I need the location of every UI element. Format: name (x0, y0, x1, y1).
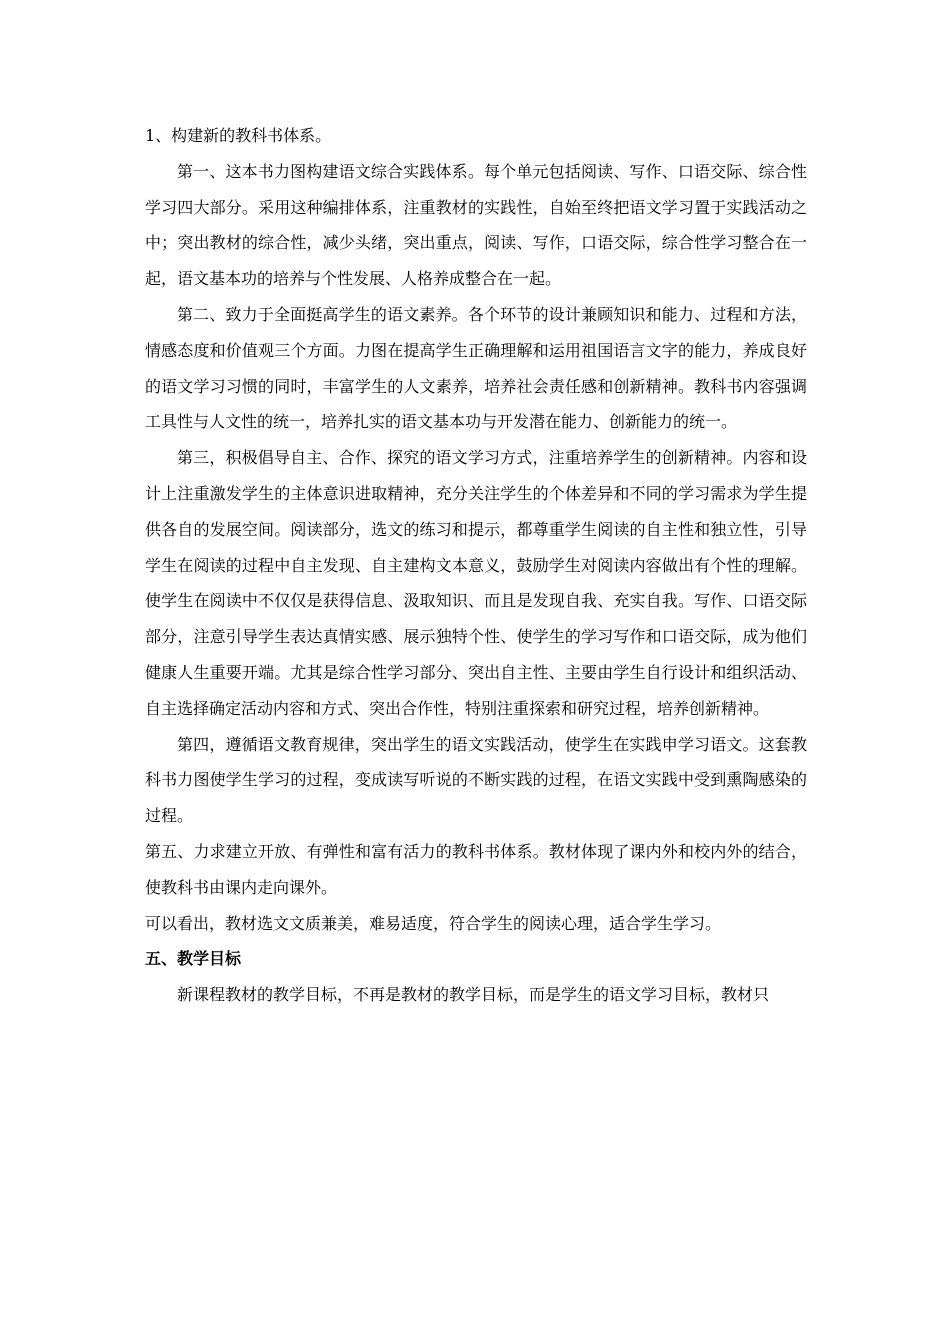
paragraph-first: 第一、这本书力图构建语文综合实践体系。每个单元包括阅读、写作、口语交际、综合性学习四大部分。采用这种编排体系，注重教材的实践性，自始至终把语文学习置于实践活动之中；突出教材的综合性，减少头绪，突出重点，阅读、写作，口语交际，综合性学习整合在一起，语文基本功的培养与个性发展、人格养成整合在一起。 (145, 161, 807, 289)
paragraph-fourth: 第四，遵循语文教育规律，突出学生的语文实践活动，使学生在实践申学习语文。这套教科书力图使学生学习的过程，变成读写听说的不断实践的过程，在语文实践中受到熏陶感染的过程。 (145, 734, 807, 826)
paragraph-fifth: 第五、力求建立开放、有弹性和富有活力的教科书体系。教材体现了课内外和校内外的结合，使教科书由课内走向课外。 (145, 841, 807, 897)
list-heading: 1、构建新的教科书体系。 (145, 126, 332, 145)
paragraph-second: 第二、致力于全面挺高学生的语文素养。各个环节的设计兼顾知识和能力、过程和方法，情感态度和价值观三个方面。力图在提高学生正确理解和运用祖国语言文字的能力，养成良好的语文学习习惯的同时，丰富学生的人文素养，培养社会责任感和创新精神。教科书内容强调工具性与人文性的统一，培养扎实的语文基本功与开发潜在能力、创新能力的统一。 (145, 304, 807, 432)
section-title: 五、教学目标 (145, 949, 242, 969)
paragraph-teaching-goals: 新课程教材的教学目标，不再是教材的教学目标，而是学生的语文学习目标，教材只 (177, 985, 770, 1005)
paragraph-third: 第三，积极倡导自主、合作、探究的语文学习方式，注重培养学生的创新精神。内容和设计上注重激发学生的主体意识进取精神，充分关注学生的个体差异和不同的学习需求为学生提供各自的发展空间。阅读部分，选文的练习和提示，都尊重学生阅读的自主性和独立性，引导学生在阅读的过程中自主发现、自主建构文本意义，鼓励学生对阅读内容做出有个性的理解。使学生在阅读中不仅仅是获得信息、汲取知识、而且是发现自我、充实自我。写作、口语交际部分，注意引导学生表达真情实感、展示独特个性、使学生的学习写作和口语交际，成为他们健康人生重要开端。尤其是综合性学习部分、突出自主性、主要由学生自行设计和组织活动、自主选择确定活动内容和方式、突出合作性，特别注重探索和研究过程，培养创新精神。 (145, 448, 807, 718)
paragraph-summary: 可以看出，教材选文文质兼美，难易适度，符合学生的阅读心理，适合学生学习。 (145, 913, 722, 933)
document-body (145, 118, 807, 1013)
